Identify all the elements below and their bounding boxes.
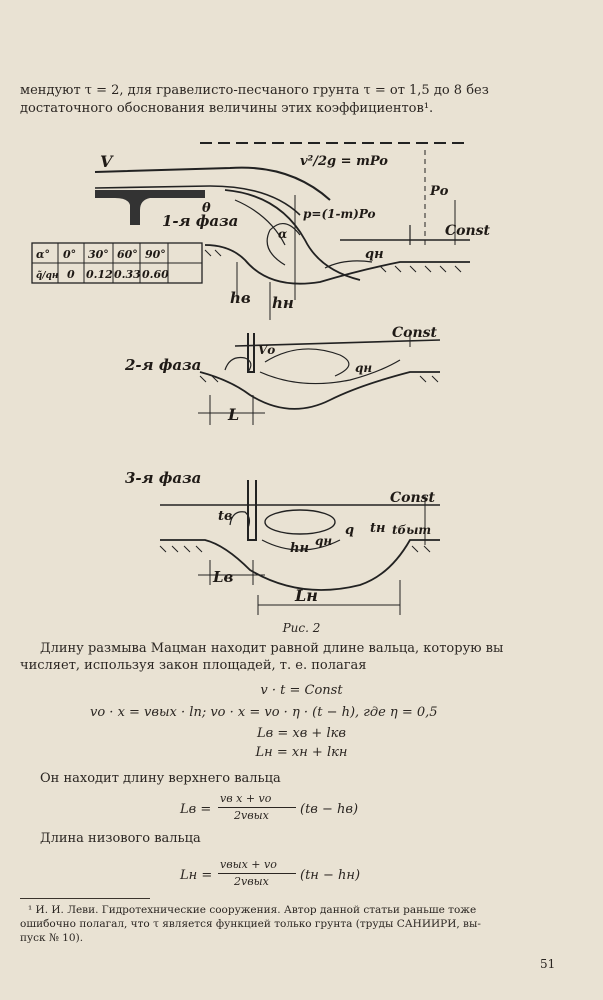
- hv-label: hв: [230, 289, 251, 307]
- po-label: Pо: [430, 184, 449, 199]
- const-label: Const: [390, 490, 436, 506]
- table-angle: 90°: [145, 248, 166, 261]
- intro-line-2: достаточного обоснования величины этих коэффициентов¹.: [20, 101, 434, 116]
- alpha-label: α: [278, 227, 288, 241]
- theta-label: θ: [202, 201, 211, 216]
- intro-line-1: мендуют τ = 2, для гравелисто-песчаного грунта τ = от 1,5 до 8 без: [20, 83, 489, 98]
- footnote-line-2: ошибочно полагал, что τ является функцией только грунта (труды САНИИРИ, вы-: [20, 918, 481, 930]
- L-label: L: [228, 405, 240, 424]
- eq6-tail: (tн − hн): [300, 868, 361, 883]
- eq5-lhs: Lв =: [180, 802, 212, 817]
- eq6-denominator: 2vвых: [234, 875, 269, 888]
- hn-label: hн: [272, 294, 294, 312]
- pressure-label: p=(1-m)Po: [303, 207, 376, 221]
- equation-3: Lв = xв + lкв: [257, 726, 346, 741]
- phase-1-label: 1-я фаза: [162, 212, 239, 230]
- tv-label: tв: [218, 509, 233, 524]
- const-label: Const: [392, 325, 438, 341]
- eq5-denominator: 2vвых: [234, 809, 269, 822]
- figure-2: [0, 130, 603, 620]
- body-line-3: Он находит длину верхнего вальца: [40, 771, 281, 786]
- table-angle: 60°: [117, 248, 138, 261]
- table-alpha-head: α°: [36, 248, 50, 261]
- body-line-2: числяет, используя закон площадей, т. е. полагая: [20, 658, 367, 673]
- Lv-label: Lв: [213, 568, 234, 586]
- qn-label: qн: [365, 247, 384, 262]
- figure-caption: Рис. 2: [282, 621, 321, 635]
- footnote-line-1: ¹ И. И. Леви. Гидротехнические сооружения. Автор данной статьи раньше тоже: [28, 904, 477, 916]
- table-angle: 30°: [88, 248, 109, 261]
- phase-2-label: 2-я фаза: [125, 356, 202, 374]
- Ln-label: Lн: [295, 586, 318, 605]
- table-ratio-head: q̃/qн: [36, 271, 59, 281]
- footnote-rule: [20, 898, 150, 899]
- tbyt-label: tбыт: [392, 523, 432, 537]
- table-angle: 0°: [63, 248, 77, 261]
- eq5-tail: (tв − hв): [300, 802, 359, 817]
- eq6-numerator: vвых + vо: [220, 858, 277, 871]
- equation-2: vо · x = vвых · lп; vо · x = vо · η · (t − h), где η = 0,5: [90, 705, 438, 720]
- q-label: q: [345, 523, 355, 538]
- tn-label: tн: [370, 521, 386, 536]
- velocity-label: V: [100, 152, 113, 171]
- page-number: 51: [540, 957, 556, 971]
- phase-2-diagram: [124, 325, 440, 425]
- table-value: 0.12: [86, 268, 113, 281]
- const-label: Const: [445, 223, 491, 239]
- qn-label: qн: [315, 534, 333, 548]
- eq5-numerator: vв x + vо: [220, 792, 272, 805]
- table-value: 0.60: [142, 268, 169, 281]
- velocity-head-label: v²/2g = mPo: [300, 154, 388, 169]
- phase-3-label: 3-я фаза: [125, 469, 202, 487]
- eq6-lhs: Lн =: [180, 868, 213, 883]
- body-line-4: Длина низового вальца: [40, 831, 201, 846]
- vo-label: Vо: [258, 343, 276, 357]
- table-value: 0: [67, 268, 75, 281]
- phase-1-diagram: [32, 143, 491, 320]
- phase-3-diagram: [125, 469, 440, 615]
- table-value: 0.33: [114, 268, 141, 281]
- qn-label: qн: [355, 361, 373, 375]
- equation-4: Lн = xн + lкн: [255, 745, 348, 760]
- footnote-line-3: пуск № 10).: [20, 932, 84, 944]
- hn-label: hн: [290, 541, 309, 556]
- equation-1: v · t = Const: [260, 683, 343, 698]
- body-line-1: Длину размыва Мацман находит равной длине вальца, которую вы: [40, 641, 504, 656]
